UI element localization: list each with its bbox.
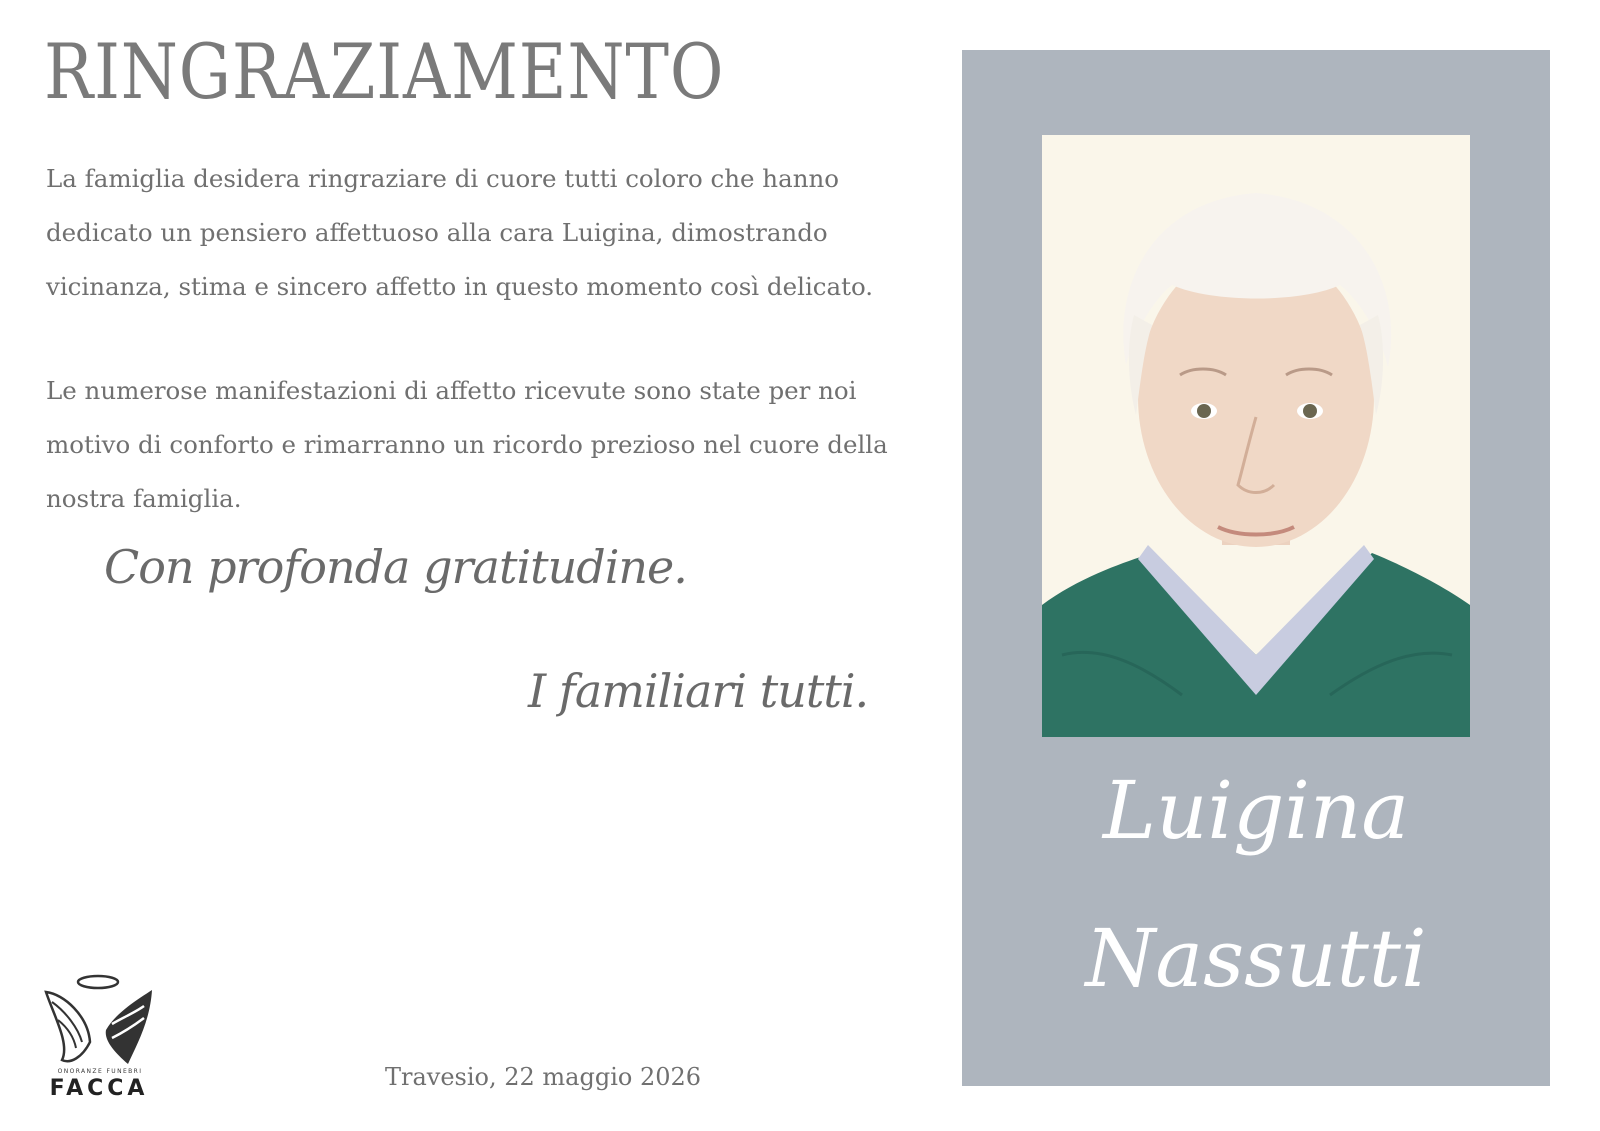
portrait-photo: [1042, 135, 1470, 737]
place-date: Travesio, 22 maggio 2026: [385, 1063, 702, 1091]
signature-line: I familiari tutti.: [528, 664, 869, 718]
deceased-last-name: Nassutti: [1085, 912, 1427, 1005]
paragraph-line: vicinanza, stima e sincero affetto in questo momento così delicato.: [46, 272, 874, 301]
deceased-first-name: Luigina: [1102, 764, 1410, 857]
angel-wings-icon: [42, 972, 156, 1068]
thanks-paragraph-2: [46, 364, 926, 526]
paragraph-line: Le numerose manifestazioni di affetto ricevute sono state per noi: [46, 376, 857, 405]
logo-tagline: ONORANZE FUNEBRI: [57, 1068, 143, 1075]
paragraph-line: nostra famiglia.: [46, 484, 242, 513]
thanks-paragraph-1: [46, 152, 926, 314]
page-title: RINGRAZIAMENTO: [44, 27, 725, 116]
logo-name: FACCA: [49, 1076, 149, 1101]
paragraph-line: La famiglia desidera ringraziare di cuore tutti coloro che hanno: [46, 164, 839, 193]
paragraph-line: dedicato un pensiero affettuoso alla cara Luigina, dimostrando: [46, 218, 828, 247]
funeral-home-logo: [42, 972, 156, 1102]
portrait-panel: [962, 50, 1550, 1086]
paragraph-line: motivo di conforto e rimarranno un ricordo prezioso nel cuore della: [46, 430, 888, 459]
closing-line: Con profonda gratitudine.: [104, 540, 687, 594]
portrait-image: [1042, 135, 1470, 737]
